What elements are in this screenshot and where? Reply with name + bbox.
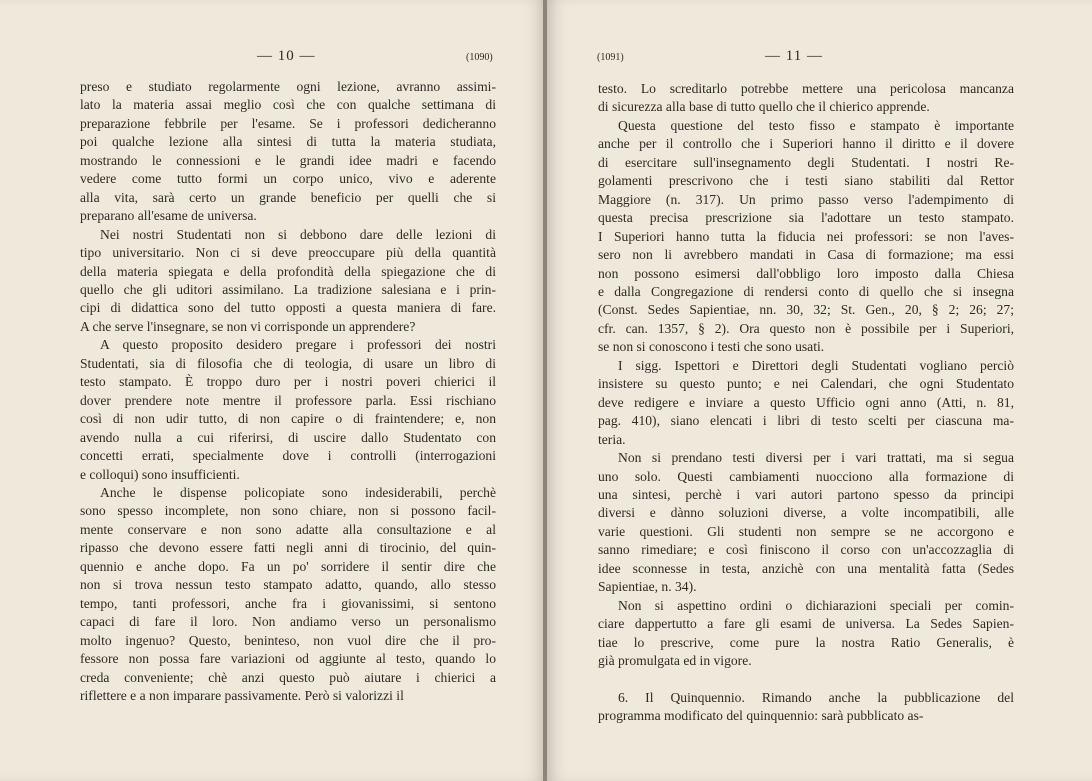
text-line: A che serve l'insegnare, se non vi corrisponde un apprendere?	[80, 318, 416, 334]
text-line: diversi e dànno soluzioni diverse, a volte incompatibili, alle	[598, 505, 1014, 521]
page-number: — 10 —	[257, 48, 316, 64]
text-line: 6. Il Quinquennio. Rimando anche la pubblicazione del	[618, 689, 1014, 705]
text-line: molto ingenuo? Questo, beninteso, non vuol dire che il pro-	[80, 632, 496, 648]
text-line: poi qualche lezione alla sintesi di tutta la materia studiata,	[80, 134, 496, 150]
text-line: testo. Lo screditarlo potrebbe mettere una pericolosa mancanza	[598, 81, 1014, 96]
text-line: questa precisa prescrizione sia l'adottare un testo stampato.	[598, 210, 1014, 226]
text-line: riflettere e a non imparare passivamente. Però si valorizzi il	[80, 687, 404, 703]
right-body-text	[598, 80, 1014, 725]
text-line: di sicurezza alla base di tutto quello che il chierico apprende.	[598, 99, 930, 115]
text-line: Studentati, sia di filosofia che di teologia, di usare un libro di	[80, 355, 496, 371]
text-line: tiae lo prescrive, come pure la nostra Ratio Generalis, è	[598, 634, 1014, 650]
text-line: uno solo. Questi cambiamenti nuocciono alla formazione di	[598, 468, 1014, 484]
text-line: A questo proposito desidero pregare i professori dei nostri	[100, 337, 496, 353]
text-line: non possono esimersi dall'obbligo loro imposto dalla Chiesa	[598, 265, 1014, 281]
text-line: fessore non possa fare variazioni od aggiunte al testo, quando lo	[80, 651, 496, 667]
text-line: una sintesi, perchè i vari autori partono spesso da principi	[598, 486, 1014, 502]
text-line: preparazione febbrile per l'esame. Se i professori dedicheranno	[80, 115, 496, 131]
text-line: avendo nulla a cui riferirsi, di uscire dallo Studentato con	[80, 429, 496, 445]
text-line: e colloqui) sono insufficienti.	[80, 466, 240, 482]
text-line: insistere su questo punto; e nei Calendari, che ogni Studentato	[598, 376, 1014, 392]
paragraph-gap	[598, 671, 1014, 689]
text-line: dover prendere note mentre il professore parla. Essi rischiano	[80, 392, 496, 408]
text-line: ripasso che devono essere fatti negli anni di tirocinio, del quin-	[80, 540, 496, 556]
text-line: anche per il controllo che i Superiori hanno il diritto e il dovere	[598, 136, 1014, 152]
text-line: testo stampato. È troppo duro per i nostri poveri chierici il	[80, 374, 496, 390]
text-line: così di non udir tutto, di non capire o di fraintendere; e, non	[80, 411, 496, 427]
text-line: mostrando le connessioni e le grandi idee madri e facendo	[80, 152, 496, 168]
text-line: idee sconnesse in testa, anzichè con una mentalità fatta (Sedes	[598, 560, 1014, 576]
text-line: se non si conoscono i testi che sono usati.	[598, 339, 825, 355]
left-page	[0, 0, 545, 781]
right-page	[547, 0, 1092, 781]
text-line: teria.	[598, 431, 626, 447]
text-line: Questa questione del testo fisso e stampato è importante	[618, 117, 1014, 133]
text-line: quennio e anche dopo. Fa un po' sorridere il sentir dire che	[80, 558, 496, 574]
text-line: cipi di didattica sono del tutto opposti a questa maniera di fare.	[80, 300, 496, 316]
text-line: preso e studiato regolarmente ogni lezione, avranno assimi-	[80, 79, 496, 94]
text-line: di esercitare sull'insegnamento degli Studentati. I nostri Re-	[598, 154, 1014, 170]
text-line: sanno rimediare; e così finiscono il corso con un'accozzaglia di	[598, 542, 1014, 558]
text-line: e dalla Congregazione di rendersi conto di quello che si insegna	[598, 283, 1014, 299]
text-line: preparano all'esame de universa.	[80, 208, 257, 224]
text-line: Nei nostri Studentati non si debbono dare delle lezioni di	[100, 226, 496, 242]
text-line: non si trova nessun testo stampato adatto, quando, allo stesso	[80, 577, 496, 593]
text-line: golamenti prescrivono che i testi siano stabiliti dal Rettor	[598, 173, 1014, 189]
text-line: ciare dappertutto a fare gli esami de universa. La Sedes Sapien-	[598, 616, 1014, 632]
page-reference: (1090)	[466, 52, 493, 63]
text-line: I Superiori hanno tutta la fiducia nei professori: se non l'aves-	[598, 228, 1014, 244]
text-line: tempo, tanti professori, anche fra i giovanissimi, si sentono	[80, 595, 496, 611]
text-line: cfr. can. 1357, § 2). Ora questo non è possibile per i Superiori,	[598, 320, 1014, 336]
left-body-text	[80, 78, 496, 705]
text-line: lato la materia assai meglio così che con qualche settimana di	[80, 97, 496, 113]
text-line: Maggiore (n. 317). Un primo passo verso l'adempimento di	[598, 191, 1014, 207]
text-line: Anche le dispense policopiate sono indesiderabili, perchè	[100, 484, 496, 500]
text-line: I sigg. Ispettori e Direttori degli Studentati vogliano perciò	[618, 357, 1014, 373]
text-line: alla vita, sarà certo un grande beneficio per quelli che si	[80, 189, 496, 205]
text-line: pag. 410), siano elencati i libri di testo scelti per ciascuna ma-	[598, 413, 1014, 429]
text-line: deve redigere e inviare a questo Ufficio ogni anno (Atti, n. 81,	[598, 394, 1014, 410]
text-line: della materia spiegata e della profondità della spiegazione che di	[80, 263, 496, 279]
text-line: quello che gli uditori assimilano. La tradizione salesiana e i prin-	[80, 281, 496, 297]
text-line: programma modificato del quinquennio: sarà pubblicato as-	[598, 707, 924, 723]
text-line: sono spesso incomplete, non sono chiare, non si possono facil-	[80, 503, 496, 519]
page-number: — 11 —	[765, 48, 823, 64]
text-line: Non si aspettino ordini o dichiarazioni speciali per comin-	[618, 597, 1014, 613]
text-line: tipo universitario. Non ci si deve preoccupare più della quantità	[80, 245, 496, 261]
text-line: varie questioni. Gli studenti non sempre se ne accorgono e	[598, 523, 1014, 539]
text-line: capaci di fare il loro. Non andiamo verso un personalismo	[80, 614, 496, 630]
text-line: già promulgata ed in vigore.	[598, 653, 752, 669]
text-line: creda conveniente; chè anzi questo può aiutare i chierici a	[80, 669, 496, 685]
text-line: Non si prendano testi diversi per i vari trattati, ma si segua	[618, 450, 1014, 466]
text-line: vedere come tutto formi un corpo unico, vivo e aderente	[80, 171, 496, 187]
text-line: (Const. Sedes Sapientiae, nn. 30, 32; St. Gen., 20, § 2; 26; 27;	[598, 302, 1014, 318]
text-line: concetti errati, specialmente dove i controlli (interrogazioni	[80, 448, 496, 464]
page-reference: (1091)	[597, 52, 624, 63]
text-line: Sapientiae, n. 34).	[598, 579, 697, 595]
text-line: sero non li avrebbero mandati in Casa di formazione; ma essi	[598, 247, 1014, 263]
text-line: mente conservare e non sono adatte alla consultazione e al	[80, 521, 496, 537]
